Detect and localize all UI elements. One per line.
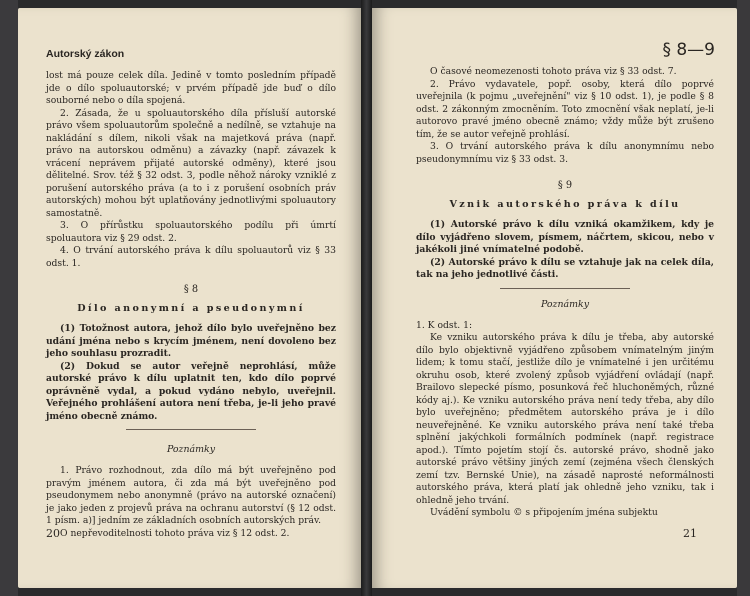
note-1: 1. Právo rozhodnout, zda dílo má být uveřejněno pod pravým jménem autora, či zda má být uveřejněno pod pseudonymem nebo anonymně (právo na autorské označení) je jako jeden z projevů práva na ochranu autorství (§ 12 odst. 1 písm. a)] jedním ze základních osobních autorských práv.	[46, 465, 336, 526]
comment-2: 2. Právo vydavatele, popř. osoby, která dílo poprvé uveřejnila (k pojmu „uveřejnění" viz § 10 odst. 1), je podle § 8 odst. 2 zákonným zmocněním. Toto zmocnění však neplatí, je-li autorovo pravé jméno obecně známo; vždy může být zrušeno tím, že se autor veřejně prohlásí.	[416, 78, 714, 140]
section-title: Vznik autorského práva k dílu	[449, 199, 681, 210]
right-page	[372, 8, 737, 588]
note-1: Ke vzniku autorského práva k dílu je třeba, aby autorské dílo bylo objektivně vyjádřeno způsobem vnímatelným jiným lidem; k tomu stačí, jestliže dílo je vnímatelné i jen určitému okruhu osob, které zvolený způsob vyjádření ovládají (např. Brailovo slepecké písmo, posunková řeč hluchoněmých, různé kódy aj.). Ke vzniku autorského práva není tedy třeba, aby dílo bylo uveřejněno; předmětem autorského práva je i dílo neuveřejněné. Ke vzniku autorského práva není také třeba splnění jakýchkoli formálních podmínek (např. registrace apod.). Tímto pojetím stojí čs. autorské právo, shodně jako autorské právo většiny jiných zemí (zejména všech členských zemí tzv. Bernské Unie), na zásadě naprosté neformálnosti autorského práva, která platí jak ohledně jeho vzniku, tak i ohledně jeho trvání.	[416, 332, 714, 506]
notes-title: Poznámky	[166, 444, 215, 455]
note-label: 1. K odst. 1:	[416, 319, 473, 331]
section-sign: § 9	[557, 180, 573, 191]
law-paragraph-2: (2) Dokud se autor veřejně neprohlásí, může autorské právo k dílu uplatnit ten, kdo dílo poprvé oprávněně vydal, a pokud vydáno nebylo, uveřejnil. Veřejného prohlášení autora není třeba, je-li jeho pravé jméno obecně známo.	[46, 360, 336, 422]
comment-2: 2. Zásada, že u spoluautorského díla přísluší autorské právo všem spoluautorům společně a nedílně, se vztahuje na nakládání s dílem, nikoli však na majetková práva (např. právo na autorskou odměnu) a závazky (např. závazek k vrácení neprávem přijaté autorské odměny), které jsou dělitelné. Srov. též § 32 odst. 3, podle něhož nároky vzniklé z porušení autorského práva (a to i z porušení osobních práv autorských) mohou být uplatňovány jednotlivými spoluautory samostatně.	[46, 107, 336, 219]
page-number: 20	[46, 527, 60, 540]
section-sign: § 8	[183, 284, 199, 295]
comment-3: 3. O přírůstku spoluautorského podílu při úmrtí spoluautora viz § 29 odst. 2.	[46, 220, 336, 244]
comment-1-continued: O časové neomezenosti tohoto práva viz § 33 odst. 7.	[430, 66, 677, 77]
divider	[126, 429, 256, 430]
note-2: O nepřevoditelnosti tohoto práva viz § 12 odst. 2.	[60, 527, 290, 539]
section-running-head: § 8—9	[662, 40, 715, 60]
notes-title: Poznámky	[540, 298, 589, 310]
comment-3: 3. O trvání autorského práva k dílu anonymnímu nebo pseudonymnímu viz § 33 odst. 3.	[416, 141, 714, 165]
law-paragraph-2: (2) Autorské právo k dílu se vztahuje jak na celek díla, tak na jeho jednotlivé části.	[416, 256, 714, 280]
section-title: Dílo anonymní a pseudonymní	[77, 303, 305, 314]
page-number: 21	[683, 527, 697, 540]
note-2: Uvádění symbolu © s připojením jména subjektu	[430, 507, 658, 518]
law-paragraph-1: (1) Autorské právo k dílu vzniká okamžikem, kdy je dílo vyjádřeno slovem, písmem, náčrtem, skicou, nebo v jakékoli jiné vnímatelné podobě.	[416, 219, 714, 255]
left-page-content	[46, 70, 336, 540]
running-head: Autorský zákon	[46, 48, 125, 60]
right-page-content	[416, 66, 714, 520]
book-edge-right	[737, 0, 750, 596]
comment-4: 4. O trvání autorského práva k dílu spoluautorů viz § 33 odst. 1.	[46, 245, 336, 269]
divider	[500, 288, 630, 289]
continuation-paragraph: lost má pouze celek díla. Jedině v tomto posledním případě jde o dílo spoluautorské; v prvém případě jde buď o dílo souborné nebo o díla spojená.	[46, 70, 336, 106]
book-gutter	[361, 0, 372, 596]
book-edge-left	[0, 0, 18, 596]
left-page	[18, 8, 361, 588]
law-paragraph-1: (1) Totožnost autora, jehož dílo bylo uveřejněno bez udání jména nebo s krycím jménem, není dovoleno bez jeho souhlasu prozradit.	[46, 323, 336, 359]
